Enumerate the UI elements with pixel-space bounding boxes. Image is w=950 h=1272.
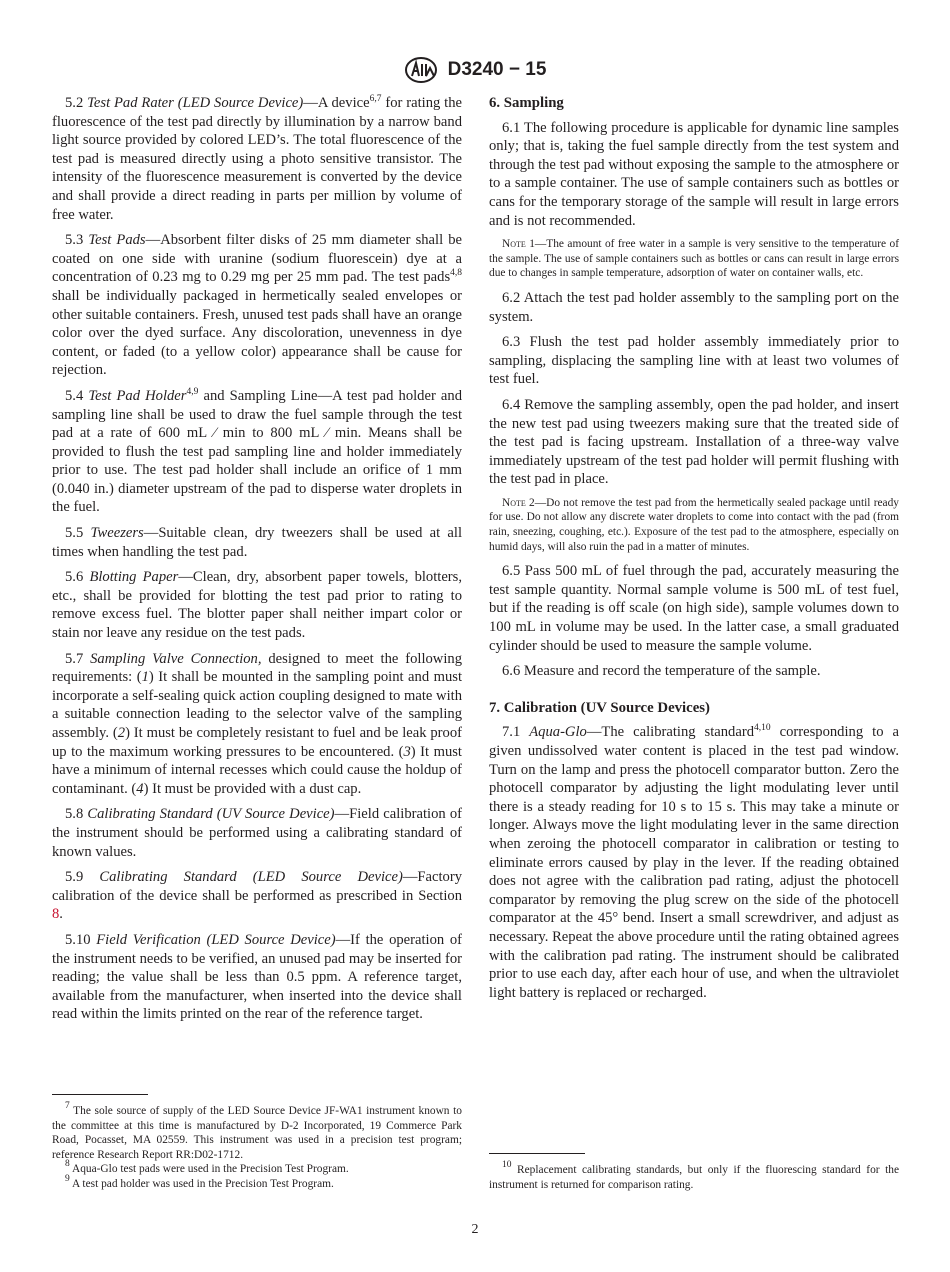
italic-term: 1 (141, 669, 149, 686)
text-run: 7. Calibration (UV Source Devices) (489, 699, 710, 716)
right-column (489, 94, 899, 1009)
text-run: 6.5 Pass 500 mL of fuel through the pad, accurately measuring the test sample quantity. Normal sample volume is 500 mL of test fuel, but if the reading is off scale (on high side), sample volumes down to 100 mL in volume may be used. In the latter case, a small graduated cylinder should be used to measure the sample volume. (489, 563, 899, 654)
text-run: Replacement calibrating standards, but only if the fluorescing standard for the instrument is returned for comparison rating. (489, 1164, 899, 1191)
page-number: 2 (471, 1222, 479, 1237)
footnote (52, 1173, 462, 1192)
italic-term: Calibrating Standard (LED Source Device) (99, 869, 403, 886)
text-run: —A device (303, 95, 370, 111)
italic-term: 4 (136, 780, 144, 797)
paragraph (489, 723, 899, 1002)
paragraph (52, 931, 462, 1024)
paragraph (489, 662, 899, 681)
text-run: 5.5 (65, 525, 91, 542)
italic-term: Sampling Valve Connection, (90, 650, 262, 667)
astm-logo-icon (404, 56, 438, 84)
paragraph (52, 805, 462, 861)
footnote-ref: 8 (65, 1159, 70, 1170)
paragraph (52, 94, 462, 224)
note (489, 496, 899, 554)
text-run: Aqua-Glo test pads were used in the Precision Test Program. (69, 1163, 349, 1176)
footnote (489, 1160, 899, 1192)
text-run: . (59, 906, 63, 923)
footnote-divider (489, 1153, 585, 1154)
text-run: 5.3 (65, 232, 89, 249)
note (489, 237, 899, 281)
standard-code: D3240 − 15 (447, 59, 547, 80)
section-heading (489, 699, 899, 718)
footnote-ref: 7 (65, 1101, 70, 1111)
footnote-ref: 4,8 (450, 268, 462, 279)
text-run: A test pad holder was used in the Precision Test Program. (69, 1177, 334, 1190)
text-run: shall be individually packaged in hermetically sealed envelopes or other suitable containers. Fresh, unused test pads shall have an orange color over the dyed surface. Any discoloration, unevenness in dye content, or faded (to a yellow color) appearance shall be cause for rejection. (52, 287, 462, 379)
text-run: 5.7 (65, 650, 91, 667)
italic-term: Test Pad Rater (LED Source Device) (87, 95, 304, 111)
text-run: —If the operation of the instrument needs to be verified, an unused pad may be inserted for reading; the value shall be less than 0.5 ppm. A reference target, available from the manufacturer, when inserted into the device shall read within the limits printed on the rear of the reference target. (52, 931, 463, 1023)
footnote-ref: 10 (502, 1160, 512, 1170)
note-label: Note 1 (502, 238, 535, 251)
footnote-ref: 4,10 (754, 723, 771, 734)
text-run: —The amount of free water in a sample is very sensitive to the temperature of the sample. The use of sample containers such as bottles or cans can result in large errors due to changes in sample temperature, adsorption of water on container walls, etc. (489, 238, 899, 280)
footnotes-right (489, 1160, 899, 1192)
text-run: 6.1 The following procedure is applicable for dynamic line samples only; that is, taking the fuel sample directly from the test system and through the test pad without exposing the sample to the atmosphere or to a sample container. The use of sample containers such as bottles or cans for the temporary storage of the sample will result in large errors and is not recommended. (489, 119, 899, 229)
text-run: —Clean, dry, absorbent paper towels, blotters, etc., shall be provided for blotting the test pad prior to rating to remove excess fuel. The blotter paper shall neither impart color or stain nor leave any residue on the test pads. (52, 569, 462, 642)
page-header (0, 56, 950, 84)
text-run: 6.3 Flush the test pad holder assembly immediately prior to sampling, displacing the sampling line with at least two volumes of test fuel. (489, 334, 899, 388)
footnote (52, 1101, 462, 1162)
text-run: —Do not remove the test pad from the hermetically sealed package until ready for use. Do not allow any discrete water droplets to come into contact with the pad (from rain, sneezing, coughing, etc.). Exposure of the test pad to the atmosphere, especially on humid days, will also ruin the pad in a matter of minutes. (489, 496, 899, 553)
italic-term: Calibrating Standard (UV Source Device) (87, 806, 335, 823)
text-run: —The calibrating standard (586, 724, 754, 741)
text-run: and Sampling Line—A test pad holder and sampling line shall be used to draw the fuel sample through the test pad at a rate of 600 mL ⁄ min to 800 mL ⁄ min. Means shall be provided to flush the test pad sampling line and holder immediately prior to use. The test pad holder shall include an orifice of 1 mm (0.040 in.) diameter upstream of the pad to disperse water droplets in the fuel. (52, 387, 462, 516)
left-column (52, 94, 462, 1031)
text-run: ) It must be provided with a dust cap. (143, 780, 362, 797)
footnote-divider (52, 1094, 148, 1095)
italic-term: Tweezers (90, 525, 144, 542)
text-run: 5.6 (65, 569, 90, 586)
footnote-ref: 4,9 (186, 386, 199, 397)
paragraph (489, 289, 899, 326)
text-run: 6.2 Attach the test pad holder assembly to the sampling port on the system. (489, 289, 899, 325)
footnote-ref: 6,7 (369, 94, 382, 104)
italic-term: Aqua-Glo (529, 724, 587, 741)
paragraph (52, 650, 462, 799)
italic-term: Blotting Paper (89, 569, 179, 586)
note-label: Note 2 (502, 496, 535, 509)
text-run: 6.4 Remove the sampling assembly, open the pad holder, and insert the new test pad using tweezers making sure that the treated side of the test pad is facing upstream. Installation of a three-way valve immediately upstream of the test pad holder will permit flushing with the test pad in place. (489, 396, 899, 488)
section-heading (489, 94, 899, 113)
paragraph (52, 524, 462, 561)
text-run: corresponding to a given undissolved water content is placed in the test pad window. Turn on the lamp and press the photocell comparator button. Zero the photocell comparator by adjusting the light modulating lever until there is a steady reading for 10 s to 15 s. This may take a minute or longer. Always move the light modulating lever in the same direction when zeroing the photocell comparator in calibration or testing to eliminate errors caused by play in the lever. If the reading obtained does not agree with the calibration pad rating, adjust the photocell comparator by removing the plug screw on the side of the photocell comparator at the 45° bend. Insert a small screwdriver, and adjust as necessary. Repeat the above procedure until the rating obtained agrees with the calibration pad rating. The instrument should be calibrated prior to use each day, after each hour of use, and when the ultraviolet light battery is replaced or recharged. (489, 724, 900, 1001)
text-run: —Field calibration of the instrument should be performed using a calibrating standard of known values. (52, 806, 462, 860)
italic-term: Field Verification (LED Source Device) (96, 931, 336, 948)
paragraph (489, 562, 899, 655)
paragraph (489, 119, 899, 231)
footnote-ref: 9 (65, 1173, 70, 1184)
paragraph (52, 231, 462, 380)
text-run: The sole source of supply of the LED Source Device JF-WA1 instrument known to the committee at this time is manufactured by D-2 Incorporated, 19 Commerce Park Road, Pocasset, MA 02559. This instrument was used in a precision test program; reference Research Report RR:D02-1712. (52, 1105, 462, 1161)
text-run: designed to meet the following requirements: ( (52, 650, 462, 686)
italic-term: 3 (403, 743, 411, 760)
text-run: —Absorbent filter disks of 25 mm diameter shall be coated on one side with uranine (sodium fluorescein) dye at a concentration of 0.23 mg to 0.29 mg per 25 mm pad. The test pads (52, 232, 462, 286)
paragraph (489, 396, 899, 489)
italic-term: Test Pad Holder (88, 387, 187, 404)
text-run: ) It must be completely resistant to fuel and be leak proof up to the maximum working pressures to be encountered. ( (52, 725, 462, 760)
text-run: 5.4 (65, 387, 89, 404)
text-run: 5.2 (65, 95, 88, 111)
footnote (52, 1159, 462, 1177)
paragraph (52, 568, 462, 642)
text-run: 6.6 Measure and record the temperature of the sample. (502, 663, 821, 680)
text-run: 5.8 (65, 806, 88, 823)
text-run: 7.1 (502, 724, 530, 741)
text-run: —Factory calibration of the device shall be performed as prescribed in Section (52, 869, 462, 904)
footnotes-left (52, 1101, 462, 1192)
paragraph (489, 333, 899, 389)
text-run: 5.10 (65, 931, 97, 948)
text-run: for rating the fluorescence of the test pad directly by illumination by a narrow band light source provided by colored LED’s. The total fluorescence of the test pad is measured directly using a photo sensitive transistor. The intensity of the fluorescence measurement is converted by the device and shall provide a direct reading in parts per million by volume of free water. (52, 95, 463, 223)
text-run: ) It shall be mounted in the sampling point and must incorporate a self-sealing quick action coupling designed to mate with a suitable connection leading to the selector valve of the sampling assembly. ( (52, 669, 462, 741)
text-run: 6. Sampling (489, 95, 564, 111)
paragraph (52, 387, 462, 517)
text-run: ) It must have a minimum of internal recesses which could cause the holdup of contaminant. ( (52, 743, 462, 797)
section-link[interactable]: 8 (52, 906, 60, 923)
text-run: 5.9 (65, 869, 100, 886)
italic-term: Test Pads (88, 232, 146, 249)
italic-term: 2 (117, 725, 126, 741)
paragraph (52, 868, 462, 924)
text-run: —Suitable clean, dry tweezers shall be used at all times when handling the test pad. (52, 525, 463, 560)
